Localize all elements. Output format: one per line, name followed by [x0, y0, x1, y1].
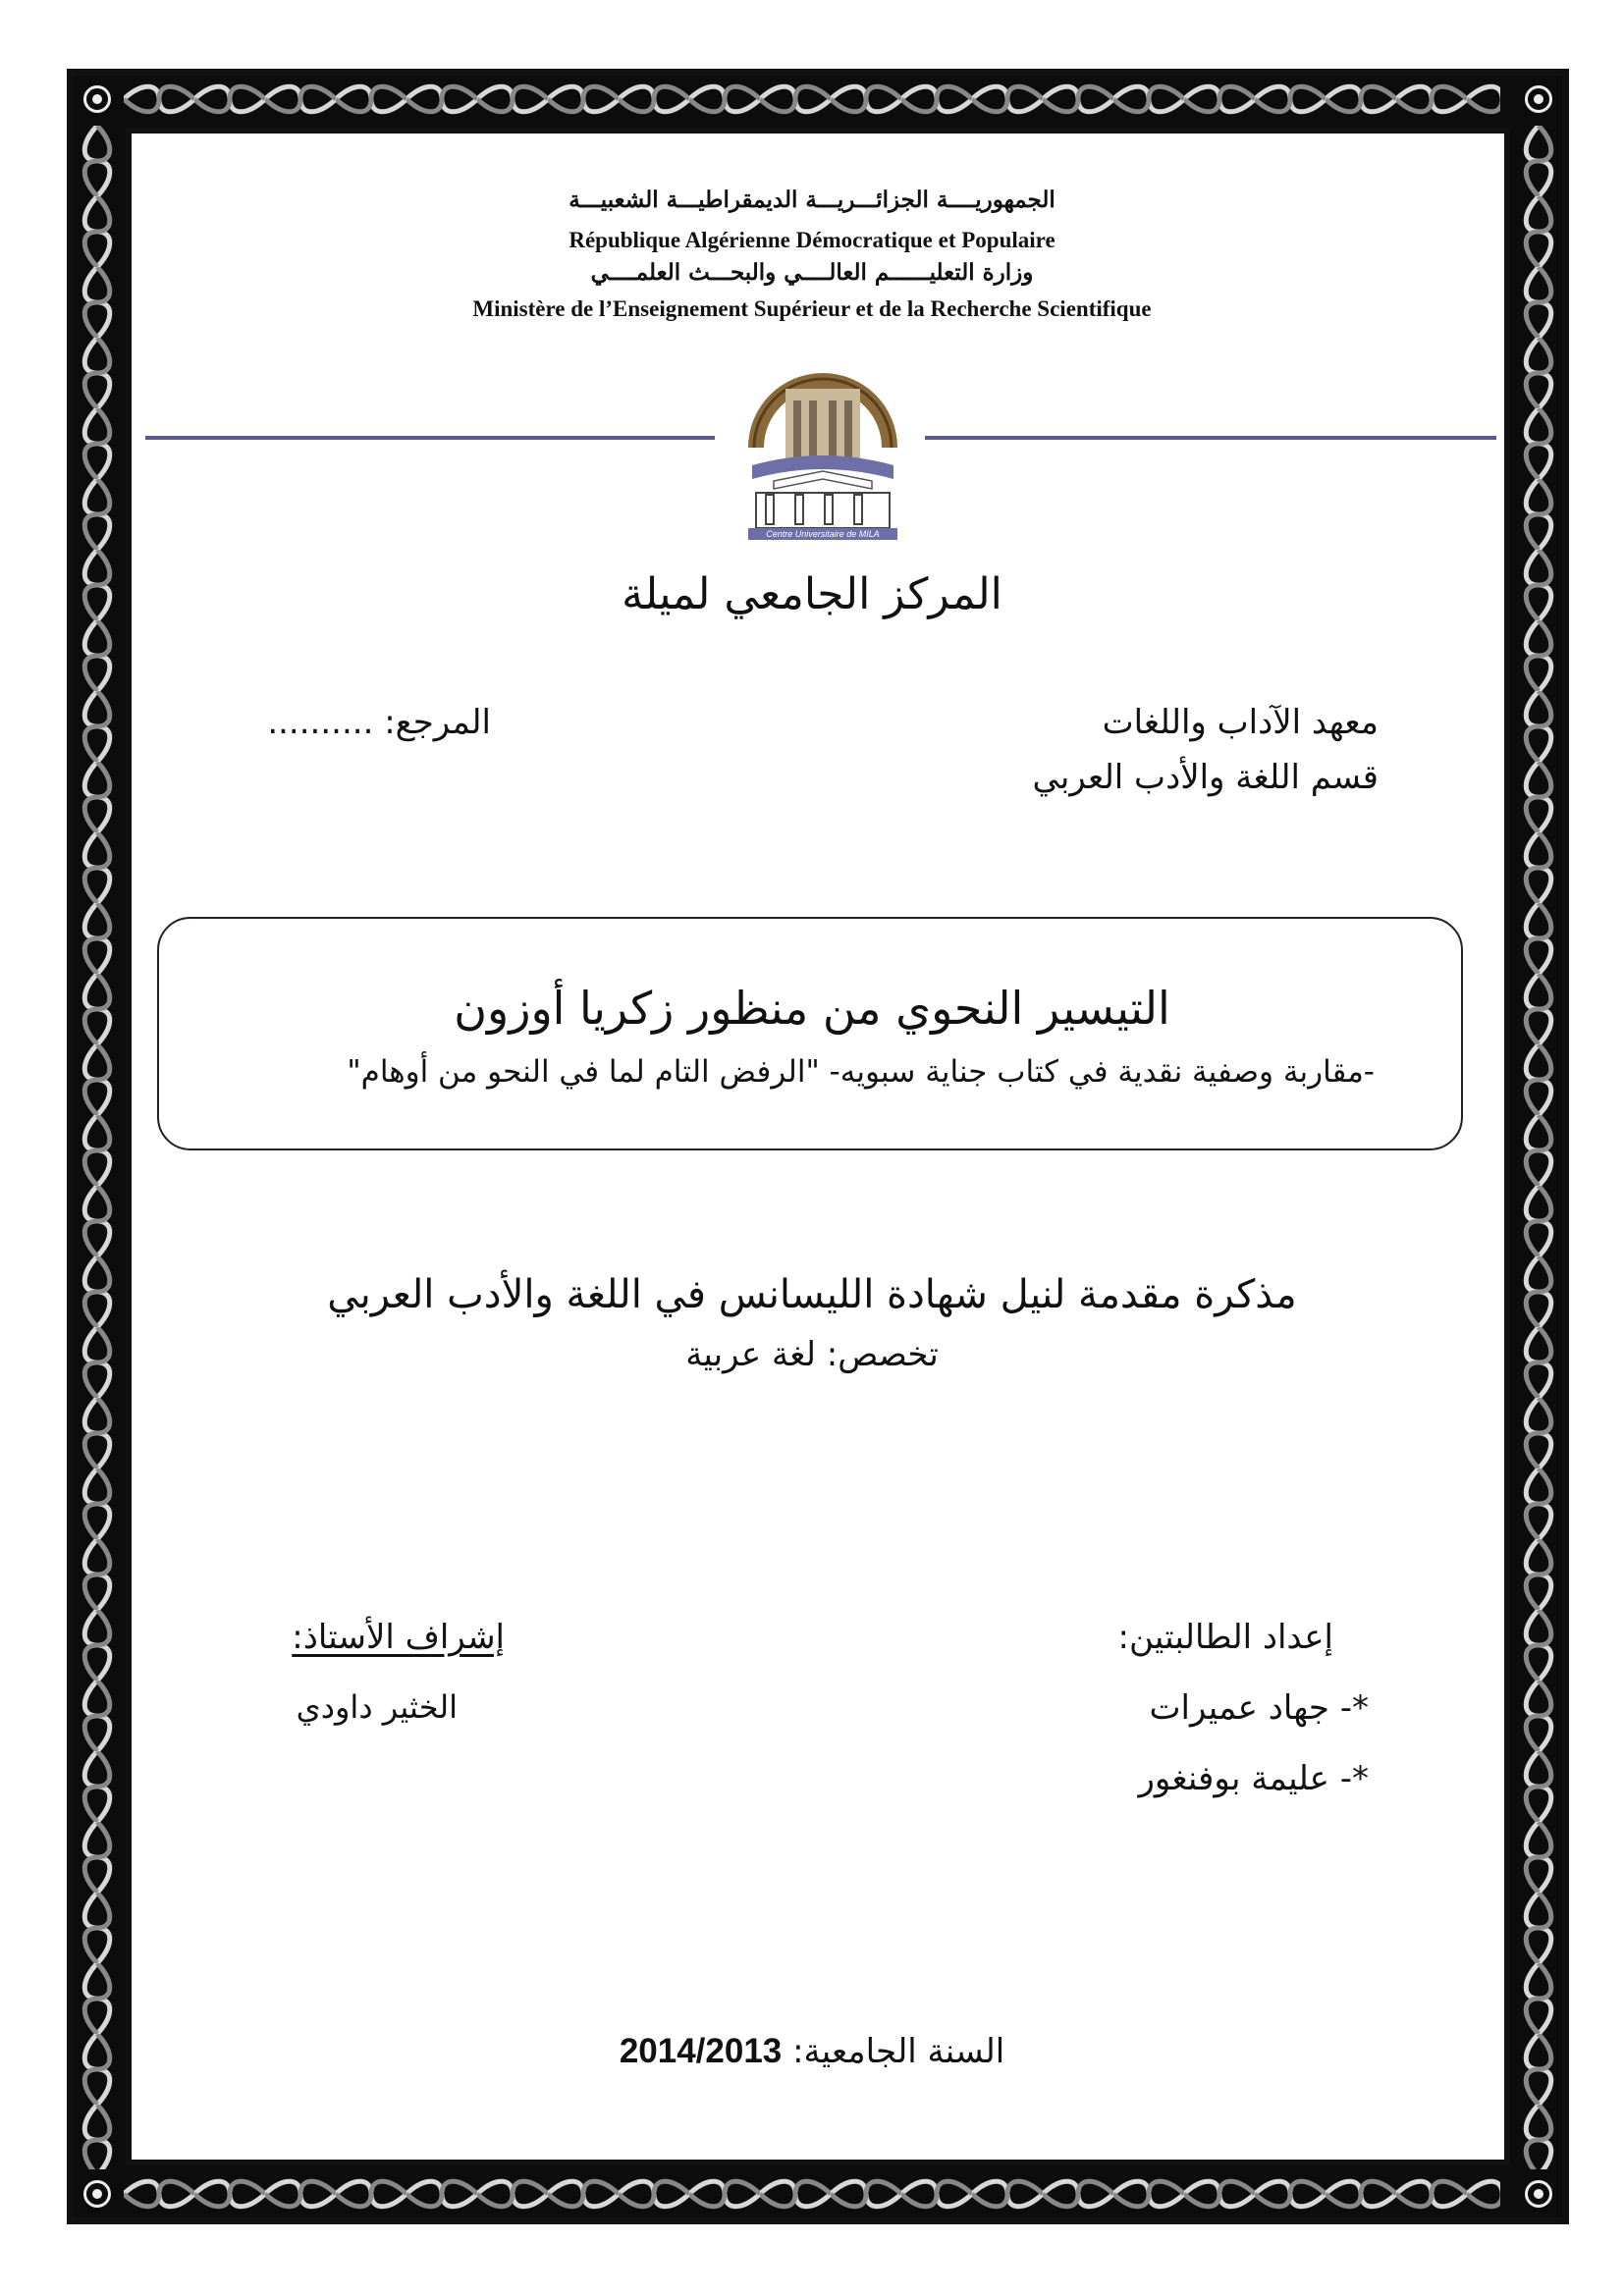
student-name: *- جهاد عميرات [1149, 1688, 1369, 1728]
academic-year-label: السنة الجامعية: [792, 2032, 1005, 2071]
reference-field: المرجع: .......... [267, 703, 491, 742]
memo-description: مذكرة مقدمة لنيل شهادة الليسانس في اللغة والأدب العربي [327, 1272, 1297, 1317]
thesis-subtitle: -مقاربة وصفية نقدية في كتاب جناية سبويه- "الرفض التام لما في النحو من أوهام" [347, 1054, 1375, 1090]
header-republic-arabic: الجمهوريــــة الجزائـــريـــة الديمقراطيـــة الشعبيـــة [568, 187, 1056, 213]
department-name: قسم اللغة والأدب العربي [1032, 758, 1379, 797]
divider-right [925, 436, 1496, 440]
corner-ornament-bottom-right [1518, 2173, 1559, 2215]
supervisor-name: الخثير داودي [296, 1688, 458, 1726]
border-chain-right [1518, 126, 1559, 2169]
university-logo [734, 349, 911, 542]
header-ministry-french: Ministère de l’Enseignement Supérieur et de la Recherche Scientifique [472, 296, 1152, 321]
academic-year [0, 2032, 1624, 2071]
corner-ornament-bottom-left [77, 2173, 118, 2215]
supervision-label: إشراف الأستاذ: [292, 1618, 505, 1657]
header-republic-french: République Algérienne Démocratique et Populaire [568, 228, 1056, 252]
corner-ornament-top-right [1518, 79, 1559, 120]
border-chain-bottom [124, 2173, 1500, 2215]
border-chain-left [77, 126, 118, 2169]
divider-left [145, 436, 715, 440]
corner-ornament-top-left [77, 79, 118, 120]
header-ministry-arabic: وزارة التعليــــــم العالــــي والبحـــث العلمــــي [590, 259, 1034, 286]
preparation-label: إعداد الطالبتين: [1117, 1618, 1333, 1657]
specialty: تخصص: لغة عربية [685, 1335, 939, 1374]
institution-name: المركز الجامعي لميلة [622, 569, 1002, 619]
institute-name: معهد الآداب واللغات [1102, 703, 1379, 742]
thesis-title: التيسير النحوي من منظور زكريا أوزون [454, 982, 1170, 1035]
student-name: *- عليمة بوفنغور [1138, 1759, 1369, 1798]
border-chain-top [124, 79, 1500, 120]
logo-caption: Centre Universitaire de MILA [766, 529, 880, 539]
academic-year-value: 2014/2013 [619, 2032, 783, 2070]
